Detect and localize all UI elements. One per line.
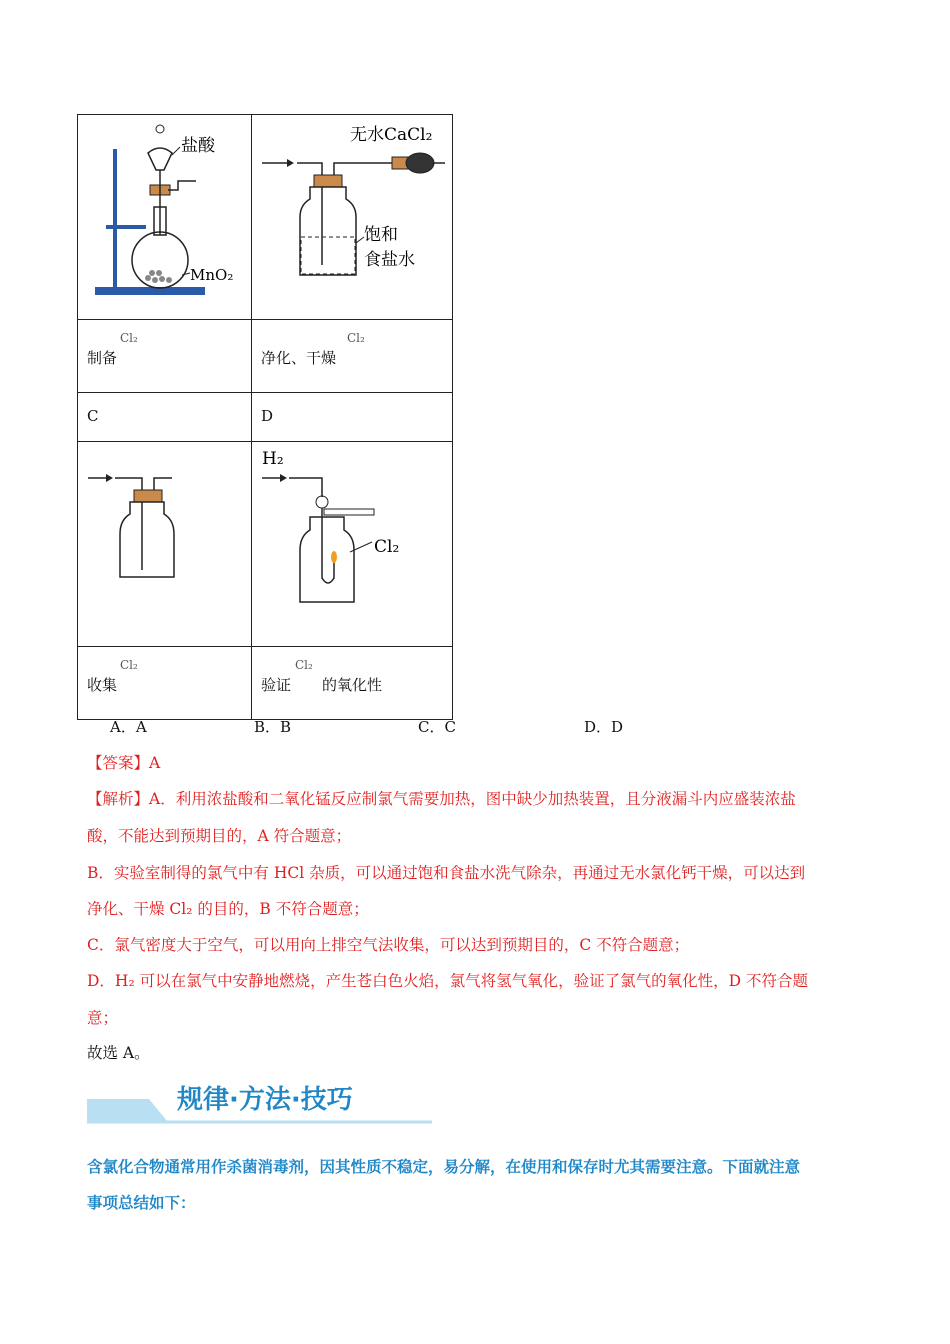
caption-a: 制备 Cl₂ bbox=[78, 320, 252, 393]
analysis-line-3: B．实验室制得的氯气中有 HCl 杂质，可以通过饱和食盐水洗气除杂，再通过无水氯化钙干燥，可以达到 bbox=[87, 864, 806, 882]
option-d[interactable]: D．D bbox=[584, 718, 624, 736]
caption-d: 验证 Cl₂ 的氧化性 bbox=[252, 647, 453, 720]
figure-b-cell bbox=[252, 115, 453, 320]
caption-c: 收集 Cl₂ bbox=[78, 647, 252, 720]
label-brine: 食盐水 bbox=[364, 250, 415, 270]
label-acid: 盐酸 bbox=[181, 136, 215, 156]
figure-a-prepare-apparatus bbox=[78, 115, 251, 315]
analysis-line-4: 净化、干燥 Cl₂ 的目的，B 不符合题意； bbox=[87, 900, 369, 918]
analysis-line-1: 【解析】A．利用浓盐酸和二氧化锰反应制氯气需要加热，图中缺少加热装置，且分液漏斗内应盛装浓盐 bbox=[87, 790, 796, 808]
label-d: D bbox=[252, 393, 453, 442]
label-cl2: Cl₂ bbox=[374, 537, 400, 557]
caption-b: 净化、干燥 Cl₂ bbox=[252, 320, 453, 393]
figure-d-oxidation-apparatus bbox=[252, 442, 452, 642]
analysis-line-8: 故选 A。 bbox=[87, 1044, 150, 1062]
label-cacl2: 无水CaCl₂ bbox=[350, 125, 433, 145]
answer: 【答案】A bbox=[87, 754, 161, 772]
label-saturated: 饱和 bbox=[364, 225, 398, 245]
analysis-line-5: C．氯气密度大于空气，可以用向上排空气法收集，可以达到预期目的，C 不符合题意； bbox=[87, 936, 690, 954]
label-c: C bbox=[78, 393, 252, 442]
analysis-line-7: 意； bbox=[87, 1009, 119, 1027]
figure-c-collect-apparatus bbox=[78, 442, 251, 642]
figure-a-cell bbox=[78, 115, 252, 320]
section-title: 规律·方法·技巧 bbox=[177, 1085, 353, 1115]
label-h2: H₂ bbox=[262, 449, 284, 469]
figure-c-cell bbox=[78, 442, 252, 647]
figure-b-purify-apparatus bbox=[252, 115, 452, 315]
analysis-line-2: 酸，不能达到预期目的，A 符合题意； bbox=[87, 827, 352, 845]
experiment-table bbox=[77, 114, 453, 720]
option-c[interactable]: C．C bbox=[418, 718, 456, 736]
figure-d-cell bbox=[252, 442, 453, 647]
option-a[interactable]: A．A bbox=[110, 718, 147, 736]
analysis-line-6: D．H₂ 可以在氯气中安静地燃烧，产生苍白色火焰，氯气将氢气氧化，验证了氯气的氧化性，D 不符合题 bbox=[87, 972, 808, 990]
option-b[interactable]: B．B bbox=[254, 718, 292, 736]
label-mno2: MnO₂ bbox=[190, 266, 234, 284]
intro-line-1: 含氯化合物通常用作杀菌消毒剂，因其性质不稳定，易分解，在使用和保存时尤其需要注意。下面就注意 bbox=[87, 1157, 801, 1176]
intro-line-2: 事项总结如下： bbox=[87, 1193, 196, 1212]
